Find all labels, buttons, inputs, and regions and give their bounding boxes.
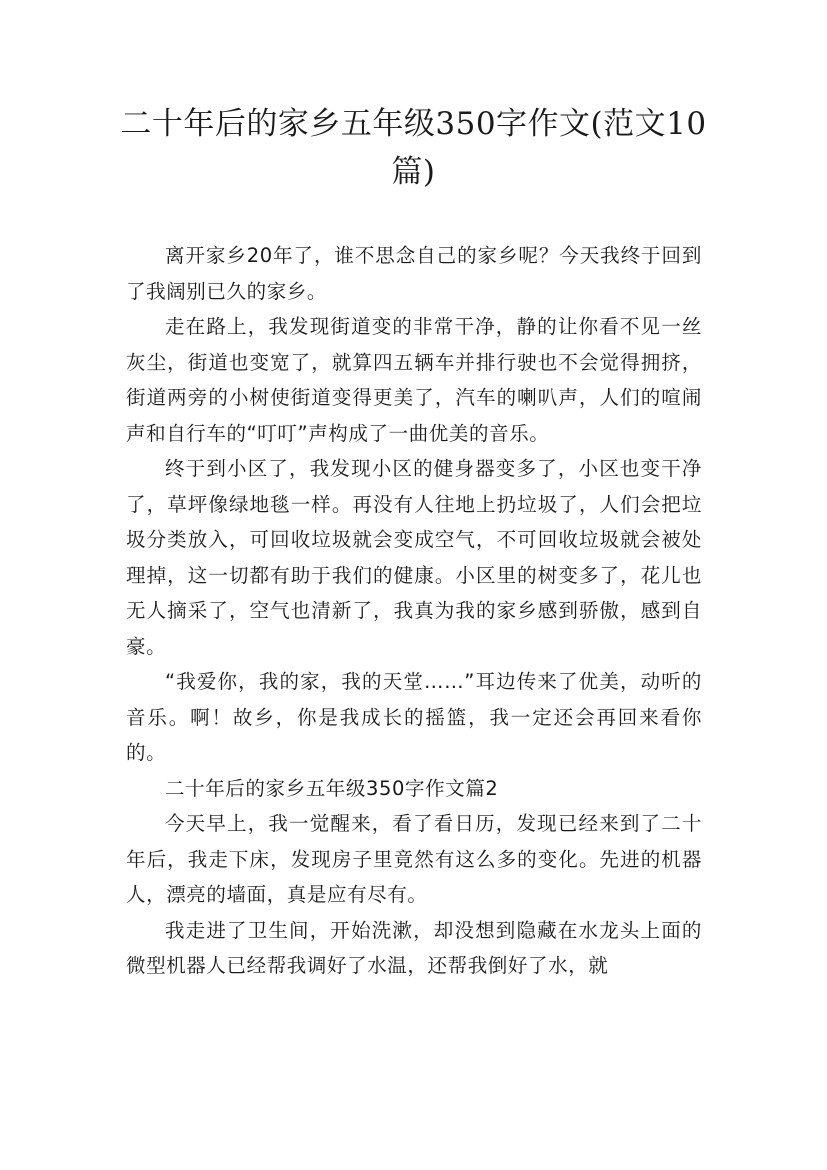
paragraph: 终于到小区了，我发现小区的健身器变多了，小区也变干净了，草坪像绿地毯一样。再没有人往地上扔垃圾了，人们会把垃圾分类放入，可回收垃圾就会变成空气，不可回收垃圾就会被处理掉，这一切都有助于我们的健康。小区里的树变多了，花儿也无人摘采了，空气也清新了，我真为我的家乡感到骄傲，感到自豪。 — [126, 457, 702, 658]
document-body — [126, 238, 702, 984]
paragraph: “我爱你，我的家，我的天堂……”耳边传来了优美，动听的音乐。啊！故乡，你是我成长的摇篮，我一定还会再回来看你的。 — [126, 670, 702, 764]
paragraph: 今天早上，我一觉醒来，看了看日历，发现已经来到了二十年后，我走下床，发现房子里竟然有这么多的变化。先进的机器人，漂亮的墙面，真是应有尽有。 — [126, 812, 702, 906]
document-title: 二十年后的家乡五年级350字作文(范文10篇) — [120, 106, 707, 190]
section-heading: 二十年后的家乡五年级350字作文篇2 — [165, 776, 499, 800]
paragraph: 走在路上，我发现街道变的非常干净，静的让你看不见一丝灰尘，街道也变宽了，就算四五辆车并排行驶也不会觉得拥挤，街道两旁的小树使街道变得更美了，汽车的喇叭声，人们的喧闹声和自行车的“叮叮”声构成了一曲优美的音乐。 — [126, 315, 702, 445]
paragraph: 我走进了卫生间，开始洗漱，却没想到隐藏在水龙头上面的微型机器人已经帮我调好了水温，还帮我倒好了水，就 — [126, 918, 702, 977]
paragraph: 离开家乡20年了，谁不思念自己的家乡呢？今天我终于回到了我阔别已久的家乡。 — [126, 244, 702, 303]
